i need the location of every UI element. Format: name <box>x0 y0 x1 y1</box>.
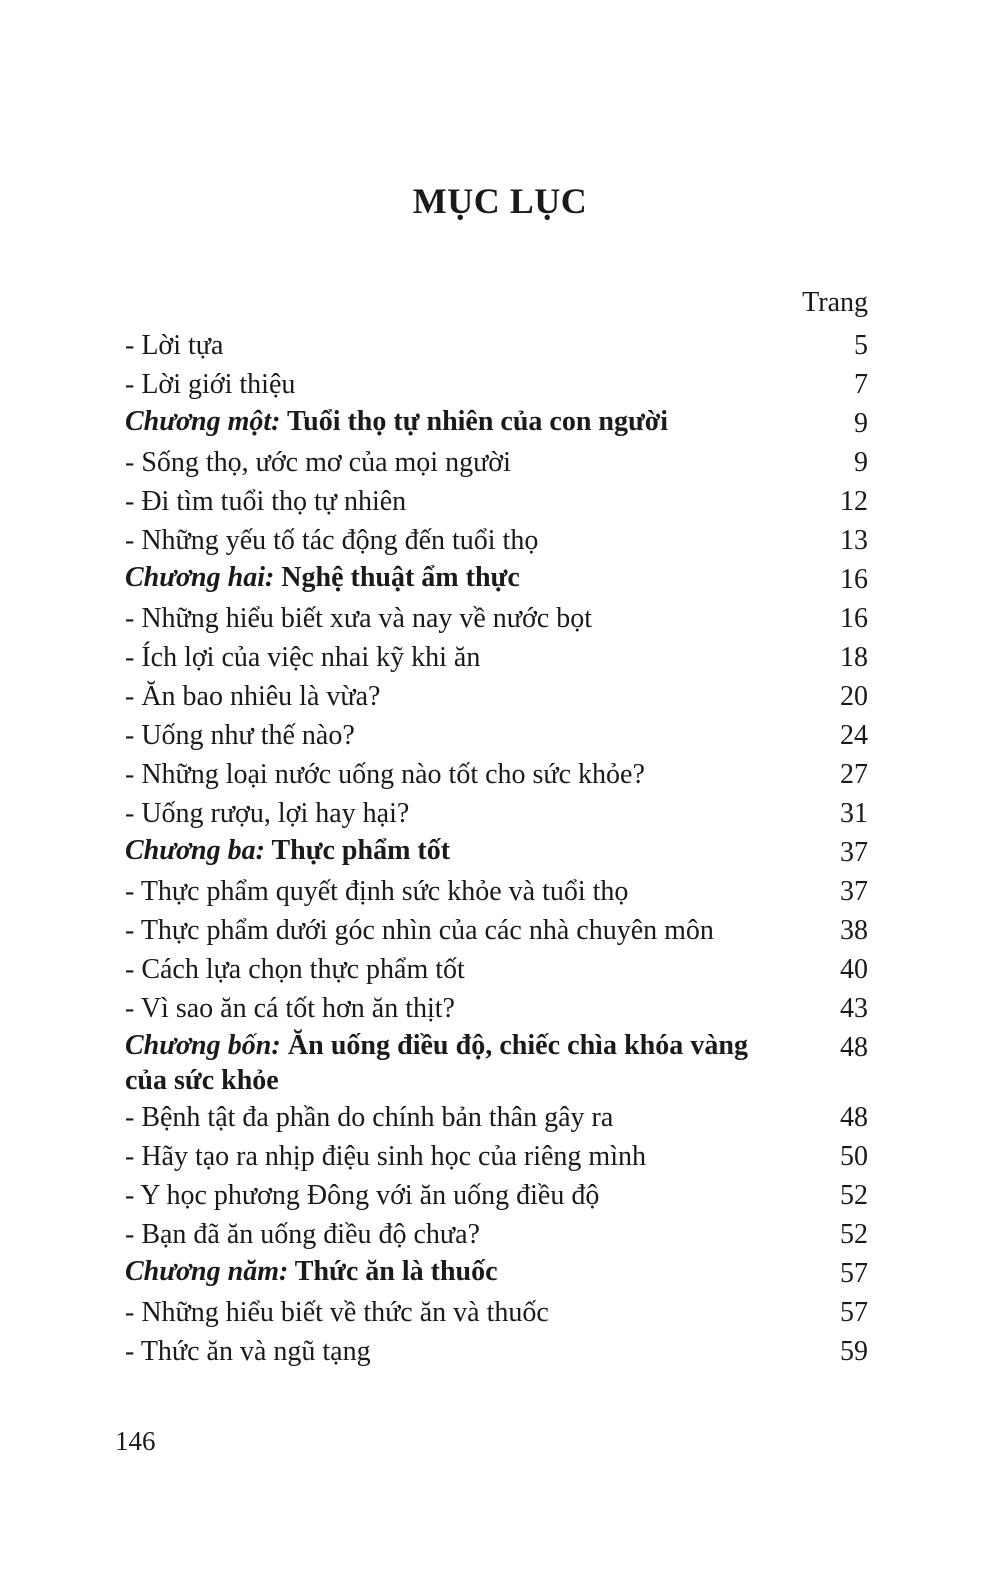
toc-page-number: 57 <box>840 1258 868 1289</box>
toc-chapter-row <box>125 560 868 599</box>
toc-page-number: 16 <box>840 564 868 595</box>
toc-chapter-label: Chương bốn: <box>125 1030 281 1061</box>
toc-entry-title: - Những loại nước uống nào tốt cho sức khỏe? <box>125 759 645 790</box>
toc-entry-row <box>125 1098 868 1137</box>
toc-entry-row <box>125 365 868 404</box>
toc-chapter-row <box>125 404 868 443</box>
toc-entry-title: - Vì sao ăn cá tốt hơn ăn thịt? <box>125 993 455 1024</box>
table-of-contents <box>125 326 868 1371</box>
toc-entry-title: - Bạn đã ăn uống điều độ chưa? <box>125 1219 480 1250</box>
toc-chapter-title <box>125 1028 828 1098</box>
toc-chapter-row <box>125 1254 868 1293</box>
toc-entry-title: - Lời giới thiệu <box>125 369 296 400</box>
toc-chapter-row <box>125 1028 868 1098</box>
toc-chapter-title <box>125 833 828 868</box>
toc-chapter-name: Ăn uống điều độ, chiếc chìa khóa vàng của sức khỏe <box>125 1030 748 1096</box>
toc-entry-title: - Uống rượu, lợi hay hại? <box>125 798 410 829</box>
toc-page-number: 52 <box>840 1180 868 1211</box>
toc-chapter-row <box>125 833 868 872</box>
toc-entry-title: - Ích lợi của việc nhai kỹ khi ăn <box>125 642 481 673</box>
toc-entry-row <box>125 638 868 677</box>
toc-entry-row <box>125 989 868 1028</box>
toc-entry-row <box>125 521 868 560</box>
toc-page-number: 5 <box>854 330 868 361</box>
toc-page-number: 12 <box>840 486 868 517</box>
page-title: MỤC LỤC <box>412 181 588 221</box>
toc-entry-title: - Những hiểu biết xưa và nay về nước bọt <box>125 603 592 634</box>
toc-page-number: 59 <box>840 1336 868 1367</box>
toc-entry-row <box>125 482 868 521</box>
toc-page-number: 13 <box>840 525 868 556</box>
toc-page-number: 48 <box>840 1032 868 1063</box>
toc-page-number: 31 <box>840 798 868 829</box>
toc-page-number: 37 <box>840 837 868 868</box>
toc-chapter-name: Nghệ thuật ẩm thực <box>281 562 520 593</box>
toc-page-number: 27 <box>840 759 868 790</box>
toc-entry-title: - Thức ăn và ngũ tạng <box>125 1336 371 1367</box>
toc-page-number: 57 <box>840 1297 868 1328</box>
toc-entry-title: - Thực phẩm quyết định sức khỏe và tuổi thọ <box>125 876 629 907</box>
toc-page-number: 18 <box>840 642 868 673</box>
toc-entry-row <box>125 326 868 365</box>
toc-entry-row <box>125 1293 868 1332</box>
toc-chapter-label: Chương một: <box>125 406 281 437</box>
toc-page-number: 24 <box>840 720 868 751</box>
toc-entry-row <box>125 755 868 794</box>
toc-chapter-title <box>125 404 828 439</box>
toc-entry-title: - Y học phương Đông với ăn uống điều độ <box>125 1180 600 1211</box>
toc-entry-row <box>125 1137 868 1176</box>
toc-page-number: 48 <box>840 1102 868 1133</box>
toc-page-number: 20 <box>840 681 868 712</box>
toc-entry-title: - Bệnh tật đa phần do chính bản thân gây ra <box>125 1102 614 1133</box>
toc-entry-row <box>125 1176 868 1215</box>
toc-entry-title: - Hãy tạo ra nhịp điệu sinh học của riêng mình <box>125 1141 646 1172</box>
toc-page-number: 43 <box>840 993 868 1024</box>
toc-page-number: 50 <box>840 1141 868 1172</box>
toc-chapter-label: Chương hai: <box>125 562 275 593</box>
toc-entry-title: - Sống thọ, ước mơ của mọi người <box>125 447 511 478</box>
toc-chapter-name: Tuổi thọ tự nhiên của con người <box>287 406 669 437</box>
toc-page-number: 16 <box>840 603 868 634</box>
toc-entry-row <box>125 872 868 911</box>
toc-entry-row <box>125 950 868 989</box>
toc-page-number: 40 <box>840 954 868 985</box>
toc-page-number: 52 <box>840 1219 868 1250</box>
page-number: 146 <box>115 1426 156 1456</box>
toc-entry-title: - Đi tìm tuổi thọ tự nhiên <box>125 486 407 517</box>
toc-entry-row <box>125 599 868 638</box>
toc-entry-row <box>125 443 868 482</box>
toc-page-number: 38 <box>840 915 868 946</box>
toc-entry-row <box>125 1215 868 1254</box>
toc-entry-row <box>125 677 868 716</box>
toc-entry-title: - Những yếu tố tác động đến tuổi thọ <box>125 525 539 556</box>
toc-entry-title: - Những hiểu biết về thức ăn và thuốc <box>125 1297 549 1328</box>
toc-page-number: 7 <box>854 369 868 400</box>
toc-entry-row <box>125 911 868 950</box>
toc-entry-row <box>125 716 868 755</box>
toc-entry-title: - Lời tựa <box>125 330 224 361</box>
toc-page-number: 9 <box>854 447 868 478</box>
toc-entry-row <box>125 1332 868 1371</box>
toc-chapter-name: Thực phẩm tốt <box>271 835 451 866</box>
toc-chapter-title <box>125 1254 828 1289</box>
toc-entry-row <box>125 794 868 833</box>
toc-page-number: 37 <box>840 876 868 907</box>
toc-chapter-label: Chương ba: <box>125 835 265 866</box>
toc-entry-title: - Thực phẩm dưới góc nhìn của các nhà chuyên môn <box>125 915 714 946</box>
toc-entry-title: - Uống như thế nào? <box>125 720 355 751</box>
toc-entry-title: - Cách lựa chọn thực phẩm tốt <box>125 954 465 985</box>
toc-page-number: 9 <box>854 408 868 439</box>
toc-chapter-title <box>125 560 828 595</box>
toc-chapter-label: Chương năm: <box>125 1256 289 1287</box>
toc-chapter-name: Thức ăn là thuốc <box>294 1256 498 1287</box>
page-column-header: Trang <box>802 287 868 318</box>
toc-entry-title: - Ăn bao nhiêu là vừa? <box>125 681 381 712</box>
